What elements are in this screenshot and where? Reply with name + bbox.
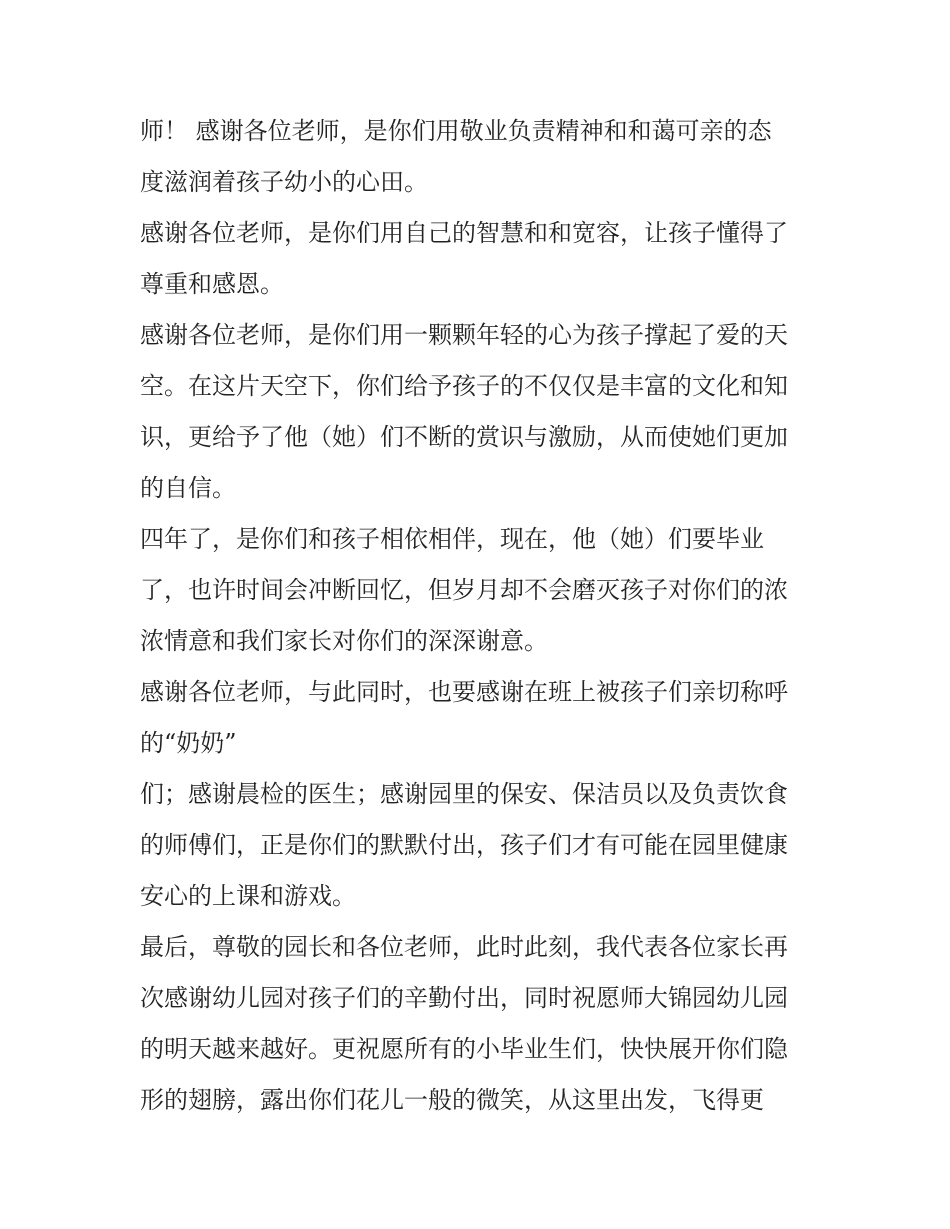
text-line: 最后，尊敬的园长和各位老师，此时此刻，我代表各位家长再 <box>140 933 788 961</box>
text-line: 度滋润着孩子幼小的心田。 <box>140 168 428 196</box>
text-line: 感谢各位老师，与此同时，也要感谢在班上被孩子们亲切称呼 <box>140 678 788 706</box>
text-line: 感谢各位老师，是你们用一颗颗年轻的心为孩子撑起了爱的天 <box>140 321 788 349</box>
body-text <box>140 106 820 1126</box>
text-line: 尊重和感恩。 <box>140 270 284 298</box>
text-line: 的“奶奶” <box>140 729 237 757</box>
text-line: 空。在这片天空下，你们给予孩子的不仅仅是丰富的文化和知 <box>140 372 788 400</box>
text-line: 的自信。 <box>140 474 236 502</box>
text-line: 的明天越来越好。更祝愿所有的小毕业生们，快快展开你们隐 <box>140 1035 788 1063</box>
text-line: 四年了，是你们和孩子相依相伴，现在，他（她）们要毕业 <box>140 525 764 553</box>
text-line: 的师傅们，正是你们的默默付出，孩子们才有可能在园里健康 <box>140 831 788 859</box>
text-line: 次感谢幼儿园对孩子们的辛勤付出，同时祝愿师大锦园幼儿园 <box>140 984 788 1012</box>
text-line: 形的翅膀，露出你们花儿一般的微笑，从这里出发，飞得更 <box>140 1086 764 1114</box>
text-line: 安心的上课和游戏。 <box>140 882 356 910</box>
text-line: 浓情意和我们家长对你们的深深谢意。 <box>140 627 548 655</box>
text-line: 们；感谢晨检的医生；感谢园里的保安、保洁员以及负责饮食 <box>140 780 788 808</box>
text-line: 师！ 感谢各位老师，是你们用敬业负责精神和和蔼可亲的态 <box>140 117 772 145</box>
text-line: 感谢各位老师，是你们用自己的智慧和和宽容，让孩子懂得了 <box>140 219 788 247</box>
text-line: 识，更给予了他（她）们不断的赏识与激励，从而使她们更加 <box>140 423 788 451</box>
text-line: 了，也许时间会冲断回忆，但岁月却不会磨灭孩子对你们的浓 <box>140 576 788 604</box>
